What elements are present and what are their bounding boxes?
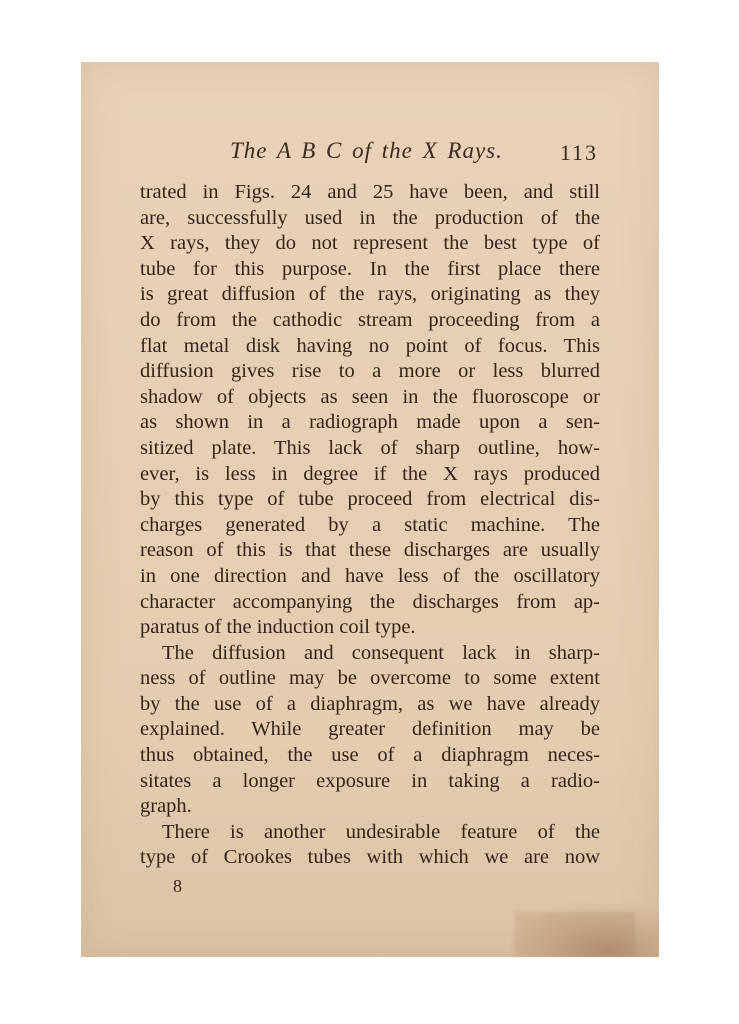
text-line: ness of outline may be overcome to some extent bbox=[140, 667, 600, 690]
body-text bbox=[140, 180, 600, 871]
text-line: shadow of objects as seen in the fluoroscope or bbox=[140, 385, 600, 408]
text-line: tube for this purpose. In the first place there bbox=[140, 257, 600, 280]
text-line: thus obtained, the use of a diaphragm neces- bbox=[140, 744, 600, 767]
text-line: flat metal disk having no point of focus. This bbox=[140, 334, 600, 357]
text-line: sitates a longer exposure in taking a radio- bbox=[140, 769, 600, 792]
text-line: charges generated by a static machine. The bbox=[140, 513, 600, 536]
signature-mark: 8 bbox=[173, 876, 182, 896]
text-line: sitized plate. This lack of sharp outline, how- bbox=[140, 436, 600, 459]
text-line: The diffusion and consequent lack in sharp- bbox=[162, 641, 600, 664]
text-line: as shown in a radiograph made upon a sen- bbox=[140, 411, 600, 434]
text-line: X rays, they do not represent the best type of bbox=[140, 232, 600, 255]
text-line: in one direction and have less of the oscillatory bbox=[140, 564, 600, 587]
text-line: by this type of tube proceed from electrical dis- bbox=[140, 488, 600, 511]
page-number: 113 bbox=[559, 140, 598, 165]
text-line: are, successfully used in the production of the bbox=[140, 206, 600, 229]
text-line: character accompanying the discharges from ap- bbox=[140, 590, 600, 613]
text-line: do from the cathodic stream proceeding from a bbox=[140, 308, 600, 331]
text-line: trated in Figs. 24 and 25 have been, and still bbox=[140, 181, 600, 203]
text-line: explained. While greater definition may be bbox=[140, 718, 600, 741]
text-line: diffusion gives rise to a more or less blurred bbox=[140, 360, 600, 383]
text-line: There is another undesirable feature of the bbox=[162, 820, 600, 843]
page-header bbox=[140, 138, 602, 166]
text-line: type of Crookes tubes with which we are now bbox=[140, 846, 600, 869]
text-line: graph. bbox=[140, 795, 192, 818]
page-shadow bbox=[511, 902, 659, 957]
text-line: ever, is less in degree if the X rays produced bbox=[140, 462, 600, 485]
running-title: The A B C of the X Rays. bbox=[230, 138, 503, 163]
text-line: paratus of the induction coil type. bbox=[140, 616, 416, 639]
text-line: by the use of a diaphragm, as we have already bbox=[140, 692, 600, 715]
text-line: is great diffusion of the rays, originating as they bbox=[140, 283, 600, 306]
text-line: reason of this is that these discharges are usually bbox=[140, 539, 600, 562]
